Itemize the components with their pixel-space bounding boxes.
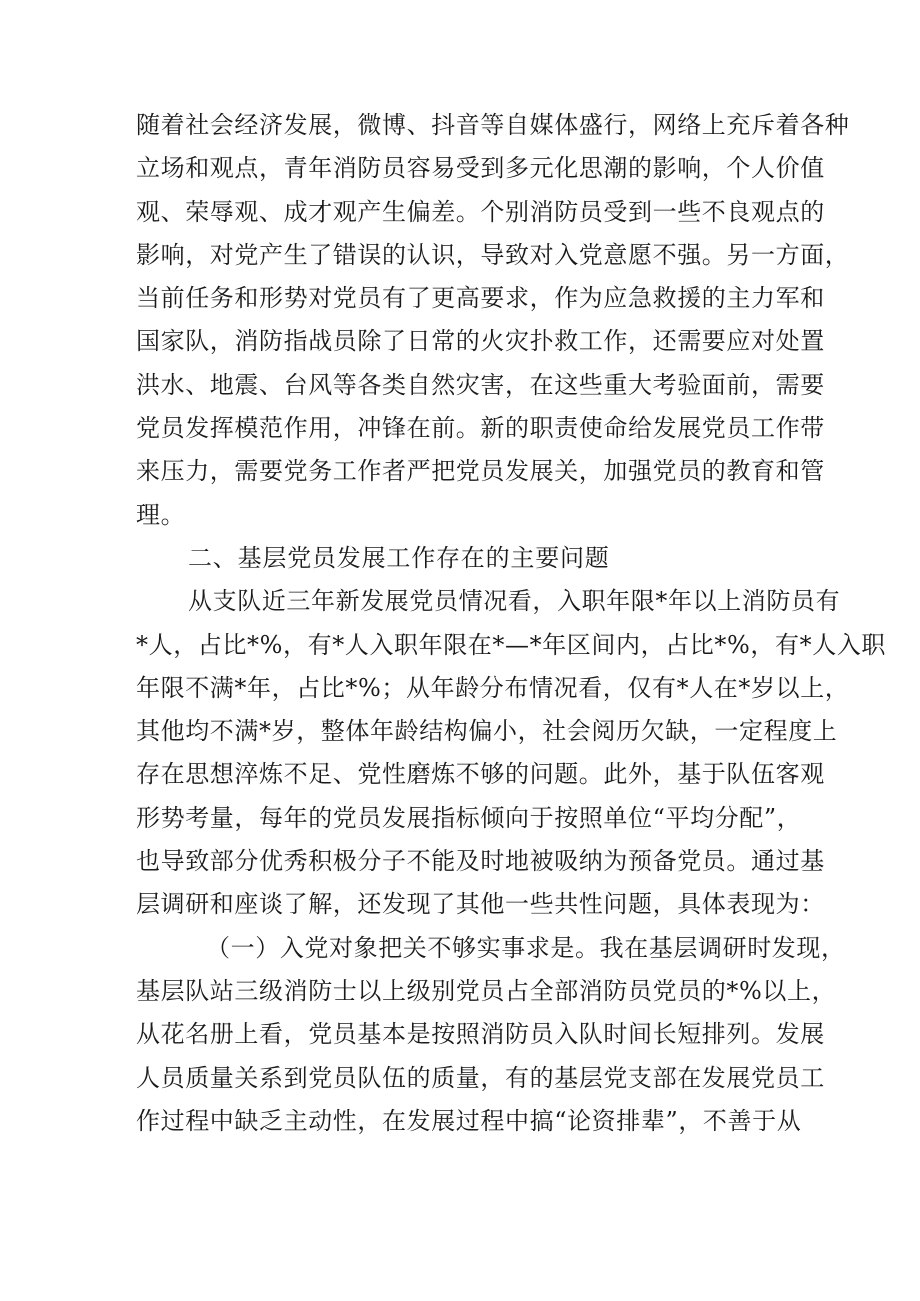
text-line: 层调研和座谈了解，还发现了其他一些共性问题，具体表现为： [136,890,825,919]
text-line: 国家队，消防指战员除了日常的火灾扑救工作，还需要应对处置 [136,327,825,356]
text-line: 存在思想淬炼不足、党性磨炼不够的问题。此外，基于队伍客观 [136,760,825,789]
text-line: *人，占比*%，有*人入职年限在*—*年区间内，占比*%，有*人入职 [136,630,887,659]
text-line: 立场和观点，青年消防员容易受到多元化思潮的影响，个人价值 [136,154,825,183]
text-line: 也导致部分优秀积极分子不能及时地被吸纳为预备党员。通过基 [136,847,825,876]
text-line: 基层队站三级消防士以上级别党员占全部消防员党员的*%以上， [136,976,837,1005]
text-line: 从花名册上看，党员基本是按照消防员入队时间长短排列。发展 [136,1020,825,1049]
text-line: 党员发挥模范作用，冲锋在前。新的职责使命给发展党员工作带 [136,414,825,443]
text-line: 形势考量，每年的党员发展指标倾向于按照单位“平均分配”， [136,803,802,832]
text-line: 人员质量关系到党员队伍的质量，有的基层党支部在发展党员工 [136,1063,825,1092]
text-line: 作过程中缺乏主动性，在发展过程中搞“论资排辈”，不善于从 [136,1106,802,1135]
text-line: 其他均不满*岁，整体年龄结构偏小，社会阅历欠缺，一定程度上 [136,717,838,746]
text-line: 理。 [136,500,186,529]
text-line: 洪水、地震、台风等各类自然灾害，在这些重大考验面前，需要 [136,370,825,399]
text-line: 来压力，需要党务工作者严把党员发展关，加强党员的教育和管 [136,457,825,486]
text-line: 当前任务和形势对党员有了更高要求，作为应急救援的主力军和 [136,284,825,313]
text-line: 年限不满*年，占比*%；从年龄分布情况看，仅有*人在*岁以上， [136,673,850,702]
text-line: 观、荣辱观、成才观产生偏差。个别消防员受到一些不良观点的 [136,197,825,226]
paragraph-first-line: 从支队近三年新发展党员情况看，入职年限*年以上消防员有 [188,587,841,616]
text-line: 随着社会经济发展，微博、抖音等自媒体盛行，网络上充斥着各种 [136,111,850,139]
section-heading: 二、基层党员发展工作存在的主要问题 [188,543,610,572]
subsection-first-line: （一）入党对象把关不够实事求是。我在基层调研时发现， [206,933,846,962]
document-body [136,104,887,1143]
text-line: 影响，对党产生了错误的认识，导致对入党意愿不强。另一方面， [136,240,850,269]
